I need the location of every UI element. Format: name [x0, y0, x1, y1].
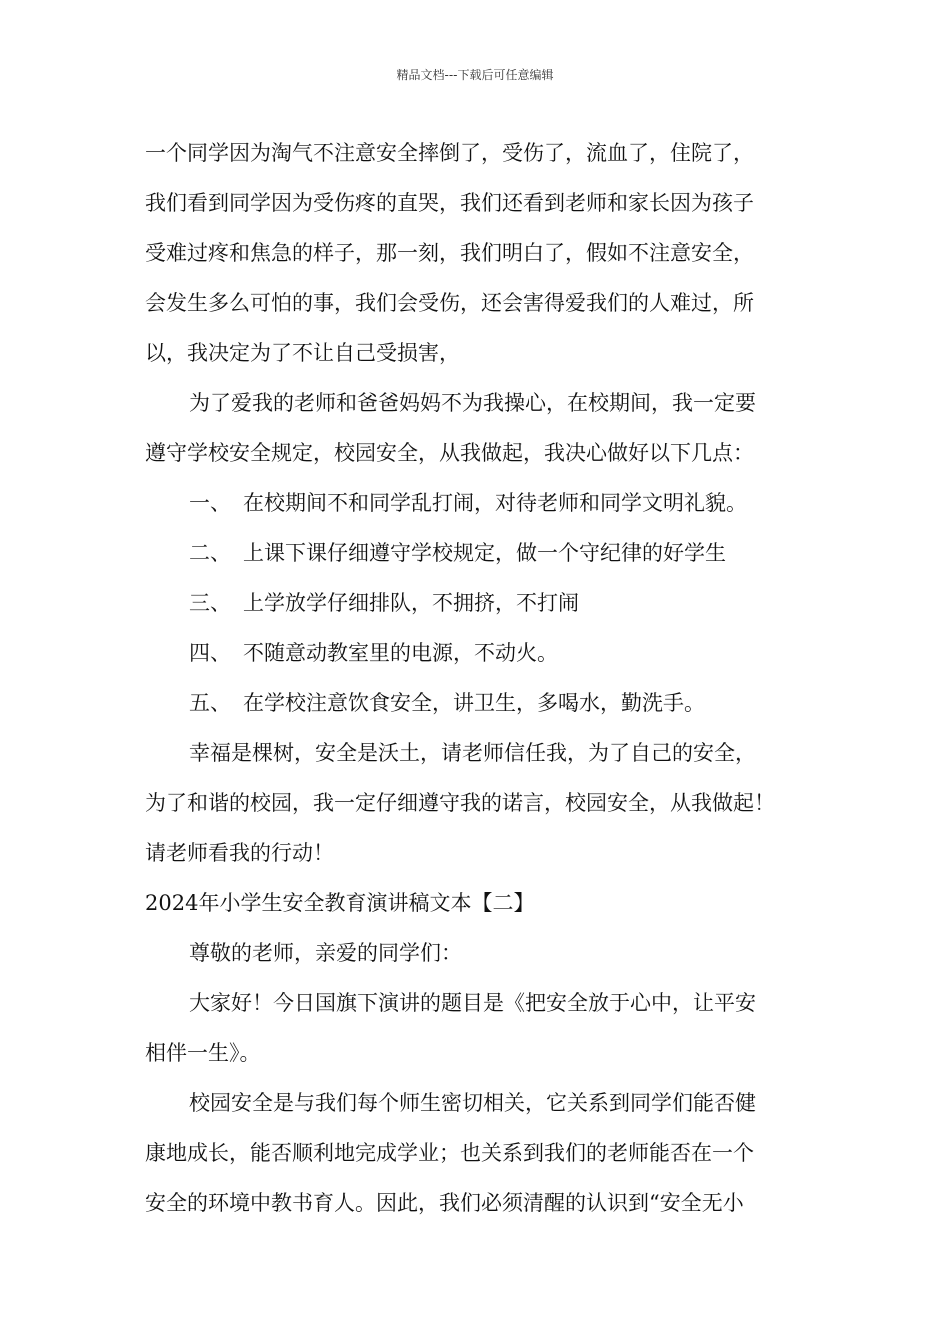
list-item: [145, 478, 815, 528]
paragraph-line: 校园安全是与我们每个师生密切相关，它关系到同学们能否健: [189, 1091, 756, 1115]
list-text: 在校期间不和同学乱打闹，对待老师和同学文明礼貌。: [243, 491, 747, 515]
list-number: 四、: [189, 641, 231, 665]
list-text: 上学放学仔细排队，不拥挤，不打闹: [243, 591, 579, 615]
paragraph-line: 一个同学因为淘气不注意安全摔倒了，受伤了，流血了，住院了，: [145, 141, 754, 165]
paragraph-line: 受难过疼和焦急的样子，那一刻，我们明白了，假如不注意安全，: [145, 241, 754, 265]
section-title: 2024年小学生安全教育演讲稿文本【二】: [145, 891, 535, 915]
page-header: 精品文档---下载后可任意编辑: [396, 68, 554, 82]
document-body: [145, 128, 815, 1228]
list-number: 二、: [189, 541, 231, 565]
list-number: 五、: [189, 691, 231, 715]
paragraph-line: 为了爱我的老师和爸爸妈妈不为我操心，在校期间，我一定要: [189, 391, 756, 415]
list-item: [145, 528, 815, 578]
paragraph-line: 安全的环境中教书育人。因此，我们必须清醒的认识到“安全无小: [145, 1191, 744, 1215]
list-text: 在学校注意饮食安全，讲卫生，多喝水，勤洗手。: [243, 691, 705, 715]
list-item: [145, 628, 815, 678]
paragraph-line: 请老师看我的行动！: [145, 841, 334, 865]
list-item: [145, 678, 815, 728]
paragraph-line: 以，我决定为了不让自己受损害，: [145, 341, 460, 365]
paragraph-line: 我们看到同学因为受伤疼的直哭，我们还看到老师和家长因为孩子: [145, 191, 754, 215]
list-number: 三、: [189, 591, 231, 615]
greeting-line: 尊敬的老师，亲爱的同学们：: [189, 941, 462, 965]
list-number: 一、: [189, 491, 231, 515]
paragraph-line: 幸福是棵树，安全是沃土，请老师信任我，为了自己的安全，: [189, 741, 756, 765]
paragraph-line: 大家好！今日国旗下演讲的题目是《把安全放于心中，让平安: [189, 991, 756, 1015]
list-text: 上课下课仔细遵守学校规定，做一个守纪律的好学生: [243, 541, 726, 565]
paragraph-line: 康地成长，能否顺利地完成学业；也关系到我们的老师能否在一个: [145, 1141, 754, 1165]
paragraph-line: 会发生多么可怕的事，我们会受伤，还会害得爱我们的人难过，所: [145, 291, 754, 315]
paragraph-line: 相伴一生》。: [145, 1041, 261, 1065]
paragraph-line: 为了和谐的校园，我一定仔细遵守我的诺言，校园安全，从我做起！: [145, 791, 775, 815]
list-item: [145, 578, 815, 628]
paragraph-line: 遵守学校安全规定，校园安全，从我做起，我决心做好以下几点：: [145, 441, 754, 465]
list-text: 不随意动教室里的电源，不动火。: [243, 641, 558, 665]
